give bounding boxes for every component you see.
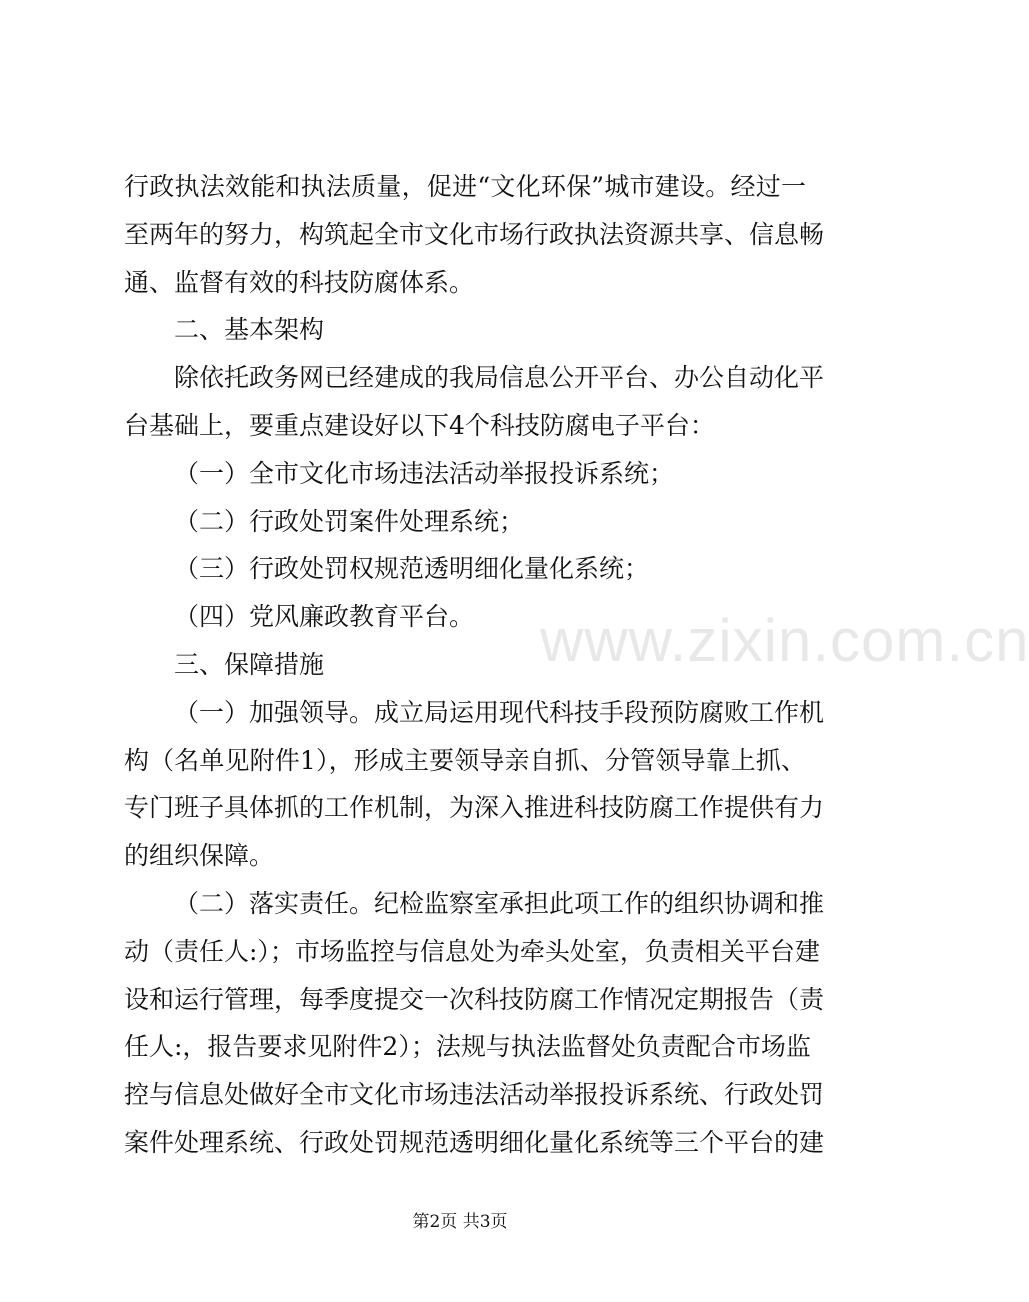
- body-line: 专门班子具体抓的工作机制，为深入推进科技防腐工作提供有力: [124, 793, 825, 822]
- body-line: 行政执法效能和执法质量，促进“文化环保”城市建设。经过一: [124, 172, 806, 201]
- body-line: 设和运行管理，每季度提交一次科技防腐工作情况定期报告（责: [124, 985, 825, 1014]
- body-line: 控与信息处做好全市文化市场违法活动举报投诉系统、行政处罚: [124, 1080, 825, 1109]
- body-line: 的组织保障。: [124, 841, 275, 870]
- body-line: 台基础上，要重点建设好以下4个科技防腐电子平台：: [124, 411, 715, 440]
- list-item: （二）行政处罚案件处理系统；: [174, 507, 525, 536]
- section-heading: 二、基本架构: [174, 315, 325, 344]
- section-heading: 三、保障措施: [174, 650, 325, 679]
- body-line: 至两年的努力，构筑起全市文化市场行政执法资源共享、信息畅: [124, 220, 825, 249]
- body-line: （一）加强领导。成立局运用现代科技手段预防腐败工作机: [174, 698, 825, 727]
- body-line: 任人:，报告要求见附件2）；法规与执法监督处负责配合市场监: [124, 1032, 811, 1061]
- body-line: 构（名单见附件1），形成主要领导亲自抓、分管领导靠上抓、: [124, 746, 806, 775]
- body-line: 案件处理系统、行政处罚规范透明细化量化系统等三个平台的建: [124, 1128, 825, 1157]
- list-item: （四）党风廉政教育平台。: [174, 602, 475, 631]
- body-line: 通、监督有效的科技防腐体系。: [124, 268, 475, 297]
- watermark: www.zixin.com.cn: [540, 607, 1029, 674]
- list-item: （三）行政处罚权规范透明细化量化系统；: [174, 554, 650, 583]
- list-item: （一）全市文化市场违法活动举报投诉系统；: [174, 459, 675, 488]
- page-footer: 第2页 共3页: [412, 1212, 508, 1232]
- body-line: 动（责任人:）；市场监控与信息处为牵头处室，负责相关平台建: [124, 937, 820, 966]
- body-line: （二）落实责任。纪检监察室承担此项工作的组织协调和推: [174, 889, 825, 918]
- body-line: 除依托政务网已经建成的我局信息公开平台、办公自动化平: [174, 363, 825, 392]
